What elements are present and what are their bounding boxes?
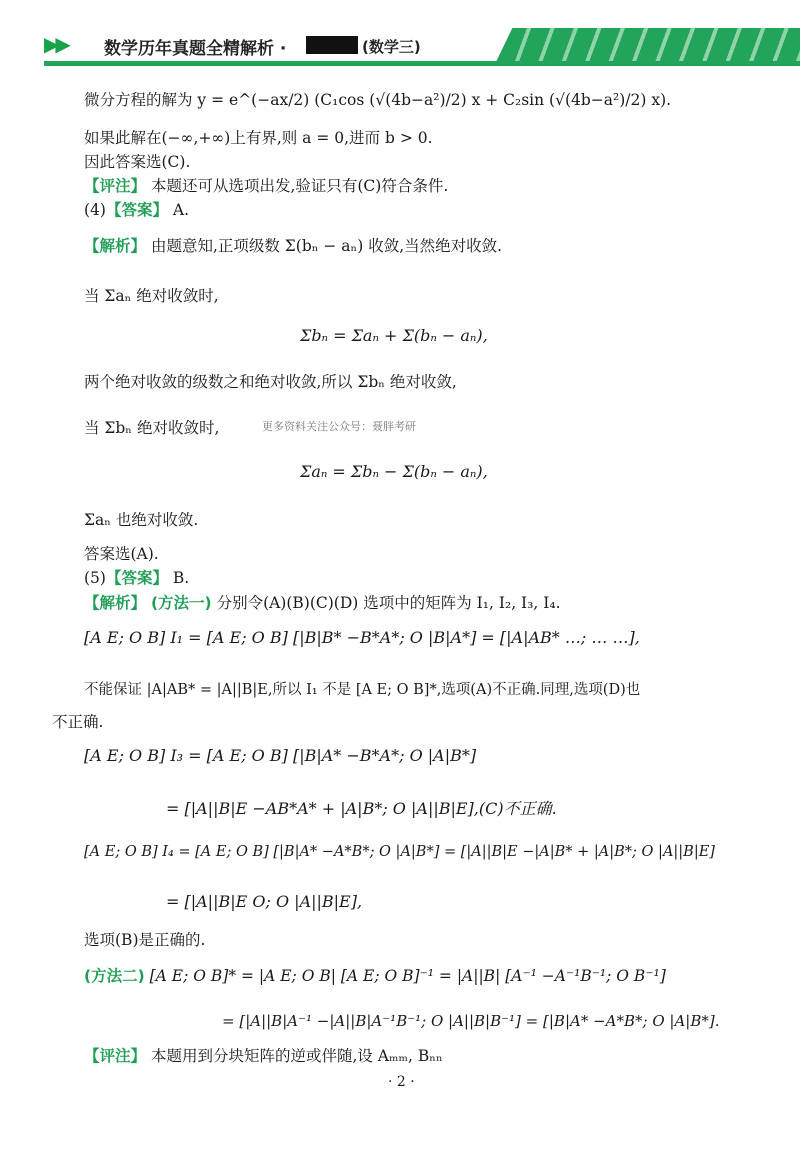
analysis-text: 由题意知,正项级数 Σ(bₙ − aₙ) 收敛,当然绝对收敛. (150, 237, 503, 255)
remark-text: 本题用到分块矩阵的逆或伴随,设 Aₘₘ, Bₙₙ (150, 1047, 443, 1065)
equation-4a: [A E; O B] I₃ = [A E; O B] [|B|A* −B*A*; O |A|B*] (84, 746, 477, 765)
equation-2: Σaₙ = Σbₙ − Σ(bₙ − aₙ), (300, 462, 488, 481)
answer-tag: 【答案】 (105, 569, 168, 587)
equation-5a: [A E; O B] I₄ = [A E; O B] [|B|A* −A*B*; O |A|B*] = [|A||B|E −|A|B* + |A|B*; O |A||B|E] (84, 844, 715, 860)
header-arrows-icon: ▶▶ (44, 32, 67, 56)
equation-4b: = [|A||B|E −AB*A* + |A|B*; O |A||B|E],(C)不正确. (166, 799, 557, 818)
page-header (0, 28, 800, 70)
remark-text: 本题还可从选项出发,验证只有(C)符合条件. (150, 177, 449, 195)
analysis-text: 分别令(A)(B)(C)(D) 选项中的矩阵为 I₁, I₂, I₃, I₄. (216, 594, 561, 612)
method-one-label: (方法一) (150, 594, 212, 612)
text-line-1: 微分方程的解为 y = e^(−ax/2) (C₁cos (√(4b−a²)/2) x + C₂sin (√(4b−a²)/2) x). (84, 91, 672, 109)
analysis-tag: 【解析】 (84, 594, 147, 612)
method-two-line (84, 966, 666, 986)
remark-tag: 【评注】 (84, 1047, 147, 1065)
remark-line-1 (84, 176, 448, 196)
text-line-3: 因此答案选(C). (84, 153, 191, 171)
text-line-9: 当 Σbₙ 绝对收敛时, (84, 419, 220, 437)
text-line-14: 不能保证 |A|AB* = |A||B|E,所以 I₁ 不是 [A E; O B]*,选项(A)不正确.同理,选项(D)也 (84, 682, 641, 698)
text-line-2: 如果此解在(−∞,+∞)上有界,则 a = 0,进而 b > 0. (84, 129, 433, 147)
method-two-label: (方法二) (84, 967, 145, 985)
remark-line-2 (84, 1046, 443, 1066)
text-line-16: 选项(B)是正确的. (84, 931, 206, 949)
watermark: 更多资料关注公众号：聂胖考研 (262, 420, 416, 433)
answer-value: A. (172, 201, 190, 219)
analysis-line-5 (84, 593, 561, 613)
answer-value: B. (172, 569, 190, 587)
text-line-8: 两个绝对收敛的级数之和绝对收敛,所以 Σbₙ 绝对收敛, (84, 373, 457, 391)
equation-3: [A E; O B] I₁ = [A E; O B] [|B|B* −B*A*; O |B|A*] = [|A|AB* …; … …], (84, 628, 640, 647)
text-line-7: 当 Σaₙ 绝对收敛时, (84, 287, 219, 305)
answer-line-4 (84, 200, 189, 220)
answer-line-5 (84, 568, 189, 588)
text-line-10: Σaₙ 也绝对收敛. (84, 511, 199, 529)
analysis-tag: 【解析】 (84, 237, 147, 255)
remark-tag: 【评注】 (84, 177, 147, 195)
analysis-line-4 (84, 236, 502, 256)
text-line-15: 不正确. (52, 713, 104, 731)
page-number: · 2 · (388, 1074, 415, 1090)
text-line-11: 答案选(A). (84, 545, 159, 563)
header-redaction (306, 36, 358, 54)
equation-5b: = [|A||B|E O; O |A||B|E], (166, 892, 363, 911)
answer-tag: 【答案】 (105, 201, 168, 219)
equation-6a: [A E; O B]* = |A E; O B| [A E; O B]⁻¹ = |A||B| [A⁻¹ −A⁻¹B⁻¹; O B⁻¹] (149, 967, 666, 985)
equation-1: Σbₙ = Σaₙ + Σ(bₙ − aₙ), (300, 326, 488, 345)
question-number: (5) (84, 569, 106, 587)
header-rule (44, 61, 800, 66)
header-title: 数学历年真题全精解析 · (104, 39, 287, 59)
question-number: (4) (84, 201, 106, 219)
equation-6b: = [|A||B|A⁻¹ −|A||B|A⁻¹B⁻¹; O |A||B|B⁻¹] = [|B|A* −A*B*; O |A|B*]. (222, 1012, 720, 1030)
header-subtitle: (数学三) (362, 38, 421, 56)
